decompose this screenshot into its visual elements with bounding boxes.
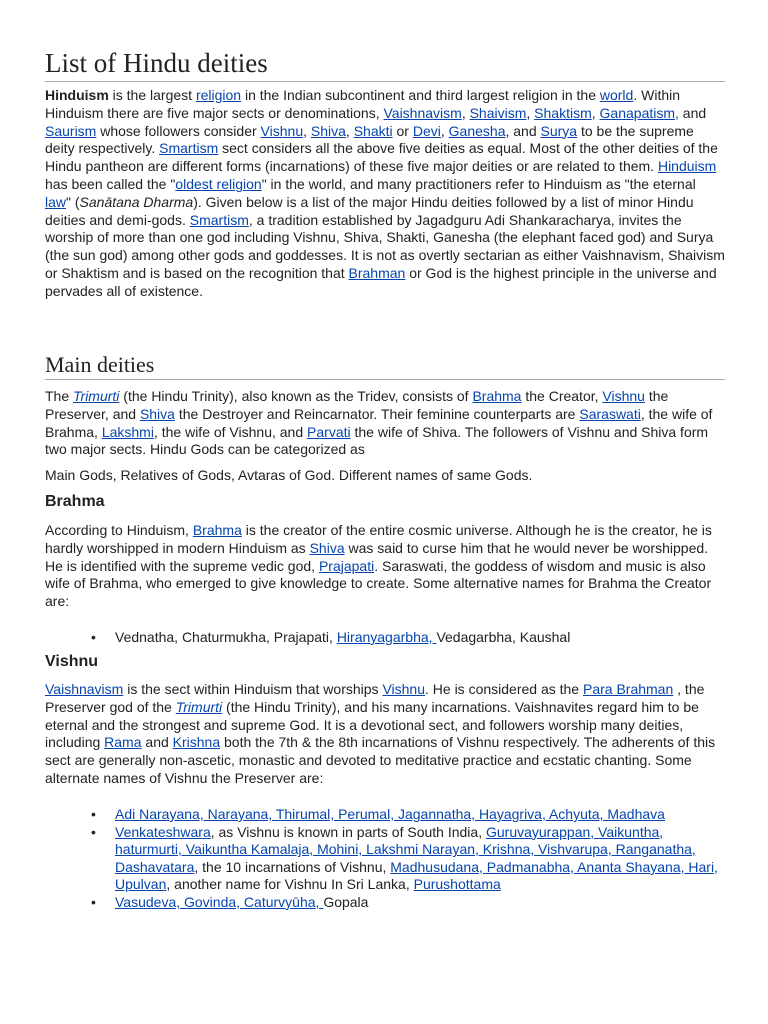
link-shiva[interactable]: Shiva bbox=[139, 405, 175, 422]
link-ganesha[interactable]: Ganesha bbox=[448, 122, 506, 139]
intro-paragraph bbox=[45, 87, 725, 301]
heading-brahma: Brahma bbox=[45, 493, 105, 510]
text: (the Hindu Trinity), also known as the Tridev, consists of bbox=[119, 388, 473, 404]
link-trimurti[interactable] bbox=[176, 699, 222, 715]
link-shaivism[interactable]: Shaivism bbox=[469, 104, 527, 121]
text: " ( bbox=[66, 193, 80, 210]
list-item bbox=[115, 629, 725, 647]
list-item bbox=[115, 894, 725, 912]
brahma-names-list bbox=[45, 629, 725, 647]
text: Gopala bbox=[323, 893, 369, 910]
link-devi[interactable]: Devi bbox=[412, 122, 441, 139]
link-vishnu[interactable]: Vishnu bbox=[602, 388, 645, 404]
link-rama[interactable]: Rama bbox=[104, 734, 142, 751]
text: is the creator of the entire cosmic universe. Although he is the creator, he is hardly worshipped in modern Hinduism as bbox=[45, 522, 712, 556]
link-hinduism[interactable]: Hinduism bbox=[657, 158, 717, 175]
link-law[interactable]: law bbox=[45, 193, 67, 210]
text: the Preserver, and bbox=[45, 388, 669, 422]
link-vasudeva[interactable]: Vasudeva, Govinda, Caturvyūha, bbox=[115, 893, 324, 910]
link-world[interactable]: world bbox=[599, 87, 634, 103]
text: is the largest bbox=[108, 87, 196, 103]
text: , bbox=[461, 104, 470, 121]
text: both the 7th & the 8th incarnations of Vishnu respectively. The adherents of this sect are generally non-ascetic, monastic and devoted to meditative practice and ecstatic chanting. Some alternate names of Vishnu the Preserver are: bbox=[45, 734, 716, 786]
text: to be the supreme deity respectively. bbox=[45, 122, 694, 157]
link-surya[interactable]: Surya bbox=[540, 122, 578, 139]
text: . Saraswati, the goddess of wisdom and music is also wife of Brahma, who emerged to give knowledge to create. Some alternative names for Brahma the Creator are: bbox=[45, 557, 712, 610]
vishnu-names-list bbox=[45, 806, 725, 912]
hinduism-bold: Hinduism bbox=[45, 87, 109, 103]
link-oldest-religion[interactable]: oldest religion bbox=[175, 175, 262, 192]
text: , the Preserver god of the bbox=[45, 681, 705, 715]
link-vishnu[interactable]: Vishnu bbox=[382, 681, 425, 697]
text: , another name for Vishnu In Sri Lanka, bbox=[166, 876, 414, 893]
link-shaktism[interactable]: Shaktism bbox=[534, 104, 592, 121]
vishnu-paragraph bbox=[45, 681, 725, 788]
link-purushottama[interactable]: Purushottama bbox=[413, 876, 501, 893]
link-hiranyagarbha[interactable]: Hiranyagarbha, bbox=[336, 629, 437, 645]
text: , the wife of Brahma, bbox=[45, 405, 713, 440]
text: , bbox=[591, 104, 600, 121]
sanatana-dharma: Sanātana Dharma bbox=[79, 193, 194, 210]
link-krishna[interactable]: Krishna bbox=[172, 734, 221, 751]
link-shakti[interactable]: Shakti bbox=[353, 122, 393, 139]
link-vishnu-names[interactable]: Adi Narayana, Narayana, Thirumal, Perumal, Jagannatha, Hayagriva, Achyuta, Madhava bbox=[115, 806, 665, 822]
link-vishnu[interactable]: Vishnu bbox=[260, 122, 304, 139]
text: According to Hinduism, bbox=[45, 522, 193, 538]
link-smartism[interactable]: Smartism bbox=[159, 140, 219, 157]
text: and bbox=[678, 104, 707, 121]
text: , bbox=[345, 122, 354, 139]
link-para-brahman[interactable]: Para Brahman bbox=[582, 681, 674, 697]
link-shiva[interactable]: Shiva bbox=[310, 122, 346, 139]
heading-main-deities: Main deities bbox=[45, 351, 725, 380]
text: in the Indian subcontinent and third largest religion in the bbox=[241, 87, 600, 103]
link-parvati[interactable]: Parvati bbox=[307, 423, 351, 440]
heading-vishnu: Vishnu bbox=[45, 653, 99, 670]
text: , bbox=[440, 122, 449, 139]
trimurti-italic: Trimurti bbox=[175, 698, 223, 715]
text: " in the world, and many practitioners refer to Hinduism as "the eternal bbox=[261, 175, 696, 192]
link-vaishnavism[interactable]: Vaishnavism bbox=[45, 681, 124, 697]
link-smartism-2[interactable]: Smartism bbox=[189, 211, 249, 228]
link-madhusudana[interactable]: Madhusudana, Padmanabha, Ananta Shayana, Hari, Upulvan bbox=[115, 858, 718, 893]
main-deities-paragraph bbox=[45, 388, 725, 459]
text: and bbox=[141, 734, 173, 751]
text: Vedagarbha, Kaushal bbox=[436, 629, 571, 645]
text: sect considers all the above five deities as equal. Most of the other deities of the Hindu pantheon are different forms (incarnations) of these five major deities or are related to them. bbox=[45, 140, 718, 175]
text: the wife of Shiva. The followers of Vishnu and Shiva form two major sects. Hindu Gods can be categorized as bbox=[45, 423, 709, 458]
link-lakshmi[interactable]: Lakshmi bbox=[101, 423, 154, 440]
trimurti-italic: Trimurti bbox=[73, 388, 120, 404]
link-brahma[interactable]: Brahma bbox=[192, 522, 242, 538]
text: , bbox=[303, 122, 311, 139]
categories-paragraph: Main Gods, Relatives of Gods, Avtaras of God. Different names of same Gods. bbox=[45, 467, 533, 483]
link-saraswati[interactable]: Saraswati bbox=[579, 405, 641, 422]
text: ). Given below is a list of the major Hindu deities followed by a list of minor Hindu deities and demi-gods. bbox=[45, 193, 694, 228]
text: the Creator, bbox=[521, 388, 603, 404]
list-item bbox=[115, 806, 725, 824]
text: the Destroyer and Reincarnator. Their feminine counterparts are bbox=[174, 405, 580, 422]
text: , the wife of Vishnu, and bbox=[153, 423, 308, 440]
text: . He is considered as the bbox=[425, 681, 583, 697]
page-title: List of Hindu deities bbox=[45, 46, 725, 82]
link-venkateshwara[interactable]: Venkateshwara bbox=[115, 823, 211, 840]
link-religion[interactable]: religion bbox=[195, 87, 242, 103]
text: , a tradition established by Jagadguru Adi Shankaracharya, invites the worship of more than one god including Vishnu, Shiva, Shakti, Ganesha (the elephant faced god) and Surya (the sun god) among other gods and goddesses. It is not as overtly sectarian as either Vaishnavism, Shaivism or Shaktism and is based on the recognition that bbox=[45, 211, 725, 281]
link-vaishnavism[interactable]: Vaishnavism bbox=[383, 104, 462, 121]
link-shiva[interactable]: Shiva bbox=[309, 539, 345, 556]
text: , the 10 incarnations of Vishnu, bbox=[194, 858, 391, 875]
text: is the sect within Hinduism that worships bbox=[123, 681, 383, 697]
text: has been called the " bbox=[45, 175, 176, 192]
link-saurism[interactable]: Saurism bbox=[45, 122, 97, 139]
link-guruvayurappan[interactable]: Guruvayurappan, Vaikuntha, haturmurti, Vaikuntha Kamalaja, Mohini, Lakshmi Narayan, Krishna, Vishvarupa, Ranganatha, Dashavatara bbox=[115, 823, 696, 875]
text: , and bbox=[505, 122, 541, 139]
text: or bbox=[392, 122, 413, 139]
text: , bbox=[526, 104, 535, 121]
link-prajapati[interactable]: Prajapati bbox=[318, 557, 375, 574]
link-ganapatism[interactable]: Ganapatism, bbox=[599, 104, 679, 121]
text: whose followers consider bbox=[96, 122, 261, 139]
list-item bbox=[115, 824, 725, 894]
text: was said to curse him that he would never be worshipped. He is identified with the supreme vedic god, bbox=[45, 539, 709, 574]
text: The bbox=[45, 388, 74, 404]
text: (the Hindu Trinity), and his many incarnations. Vaishnavites regard him to be eternal and the strongest and supreme God. It is a devotional sect, and followers worship many deities, including bbox=[45, 698, 699, 751]
text: or God is the highest principle in the universe and pervades all of existence. bbox=[45, 264, 717, 299]
text: . Within Hinduism there are five major sects or denominations, bbox=[45, 87, 681, 121]
link-trimurti[interactable] bbox=[73, 388, 119, 404]
text: Vednatha, Chaturmukha, Prajapati, bbox=[115, 629, 337, 645]
brahma-paragraph bbox=[45, 522, 725, 611]
text: , as Vishnu is known in parts of South India, bbox=[210, 823, 486, 840]
link-brahma[interactable]: Brahma bbox=[472, 388, 522, 404]
link-brahman[interactable]: Brahman bbox=[348, 264, 406, 281]
